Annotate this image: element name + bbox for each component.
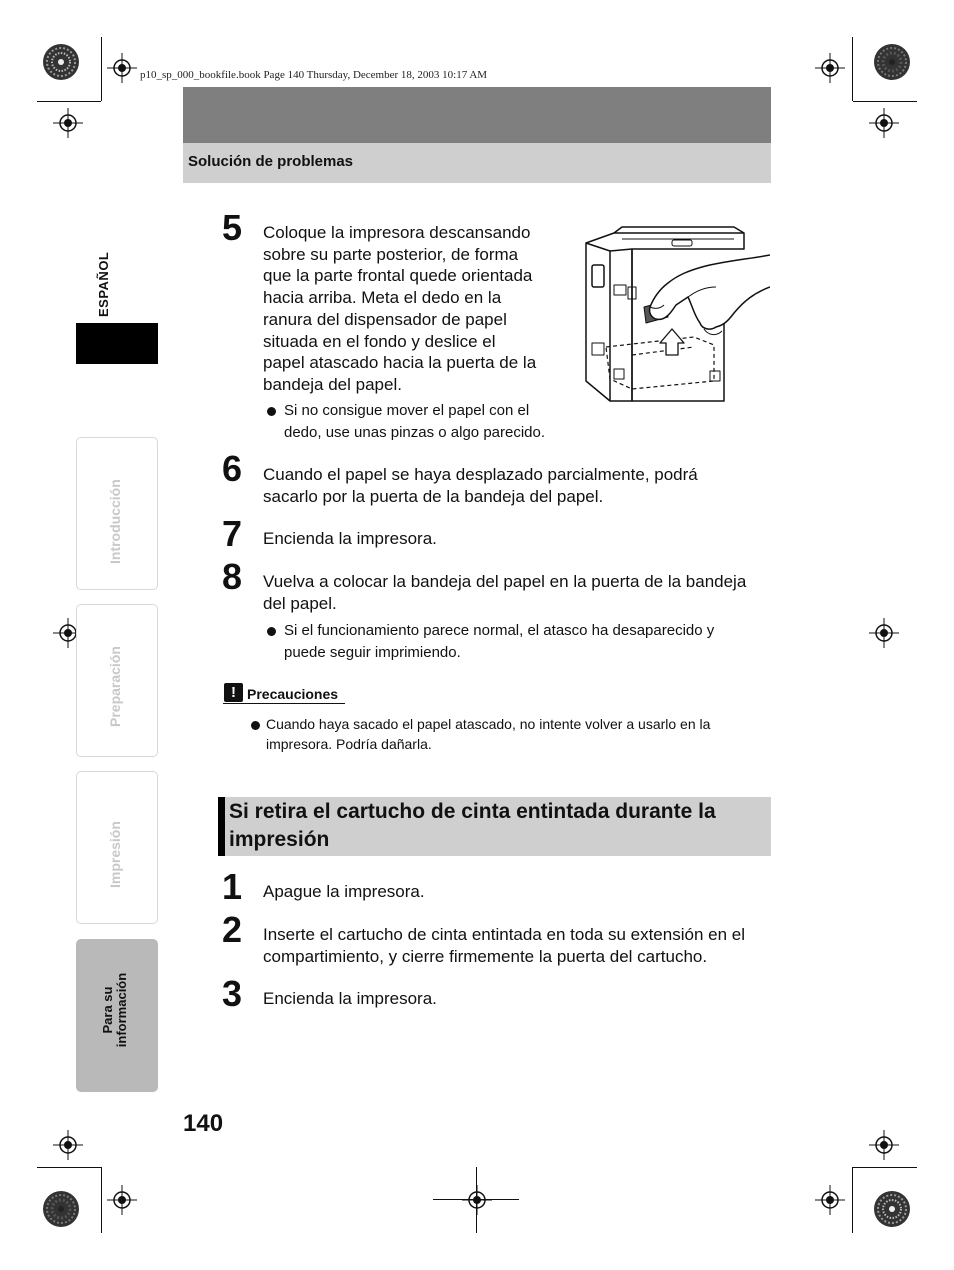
bullet-icon <box>267 407 276 416</box>
text-line: Coloque la impresora descansando <box>263 223 531 242</box>
caution-underline <box>223 703 345 704</box>
header-band <box>183 87 771 143</box>
registration-mark-icon <box>107 53 137 83</box>
side-tab-impresion[interactable] <box>76 771 158 924</box>
registration-mark-icon <box>107 1185 137 1215</box>
text-line: Inserte el cartucho de cinta entintada en toda su extensión en el <box>263 925 745 944</box>
bullet-text <box>284 400 584 443</box>
registration-mark-icon <box>869 618 899 648</box>
step-text <box>263 881 771 903</box>
color-bar-rosette-icon <box>42 1190 80 1228</box>
text-line: Si no consigue mover el papel con el <box>284 402 530 419</box>
text-line: Encienda la impresora. <box>263 989 437 1008</box>
text-line: dedo, use unas pinzas o algo parecido. <box>284 423 546 441</box>
text-line: Si retira el cartucho de cinta entintada durante la <box>229 800 716 823</box>
color-bar-rosette-icon <box>873 1190 911 1228</box>
color-bar-rosette-icon <box>873 43 911 81</box>
text-line: Si el funcionamiento parece normal, el atasco ha desaparecido y <box>284 622 715 639</box>
text-line: puede seguir imprimiendo. <box>284 643 461 661</box>
text-line: Cuando haya sacado el papel atascado, no intente volver a usarlo en la <box>266 716 711 732</box>
file-header: p10_sp_000_bookfile.book Page 140 Thursday, December 18, 2003 10:17 AM <box>140 69 488 81</box>
printer-paper-jam-illustration <box>584 225 770 405</box>
step-number: 5 <box>222 207 243 248</box>
text-line: Apague la impresora. <box>263 882 425 901</box>
text-line: compartimiento, y cierre firmemente la puerta del cartucho. <box>263 946 708 966</box>
side-tab-introduccion[interactable] <box>76 437 158 590</box>
bullet-text <box>284 620 774 663</box>
section-title: Solución de problemas <box>188 153 354 170</box>
side-tab-label: Preparación <box>107 646 123 727</box>
subsection-heading <box>229 798 769 854</box>
caution-icon: ! <box>224 683 243 702</box>
bullet-icon <box>251 721 260 730</box>
text-line: papel atascado hacia la puerta de la <box>263 353 537 373</box>
caution-text <box>266 715 771 754</box>
registration-mark-icon <box>815 1185 845 1215</box>
bullet-icon <box>267 627 276 636</box>
page-number: 140 <box>183 1110 224 1137</box>
text-line: sacarlo por la puerta de la bandeja del papel. <box>263 486 604 506</box>
step-number: 1 <box>222 866 243 907</box>
text-line: situada en el fondo y deslice el <box>263 331 496 351</box>
subsection-heading-bar <box>218 797 225 856</box>
side-tab-label: Impresión <box>107 821 123 888</box>
text-line: Vuelva a colocar la bandeja del papel en la puerta de la bandeja <box>263 572 747 591</box>
registration-mark-icon <box>869 108 899 138</box>
side-tab-label: Introducción <box>107 479 123 564</box>
step-text <box>263 464 771 507</box>
side-tab-label: Para su información <box>100 972 129 1048</box>
text-line: sobre su parte posterior, de forma <box>263 244 519 264</box>
text-line: impresión <box>229 828 330 851</box>
step-text <box>263 988 771 1010</box>
step-text <box>263 571 773 614</box>
language-tab-label: ESPAÑOL <box>96 251 111 317</box>
color-bar-rosette-icon <box>42 43 80 81</box>
side-tab-preparacion[interactable] <box>76 604 158 757</box>
language-tab-marker <box>76 323 158 364</box>
text-line: hacia arriba. Meta el dedo en la <box>263 288 502 308</box>
step-number: 2 <box>222 909 243 950</box>
step-text <box>263 222 583 396</box>
registration-mark-icon <box>53 108 83 138</box>
text-line: del papel. <box>263 593 337 613</box>
step-text <box>263 528 771 550</box>
registration-mark-icon <box>53 1130 83 1160</box>
text-line: Encienda la impresora. <box>263 529 437 548</box>
text-line: impresora. Podría dañarla. <box>266 735 432 752</box>
registration-mark-icon <box>815 53 845 83</box>
caution-label: Precauciones <box>247 686 339 702</box>
text-line: bandeja del papel. <box>263 374 402 394</box>
step-number: 8 <box>222 556 243 597</box>
step-number: 7 <box>222 513 243 554</box>
text-line: que la parte frontal quede orientada <box>263 266 533 286</box>
step-number: 3 <box>222 973 243 1014</box>
step-text <box>263 924 773 967</box>
side-tab-para-su-informacion[interactable] <box>76 939 158 1092</box>
text-line: Cuando el papel se haya desplazado parcialmente, podrá <box>263 465 698 484</box>
step-number: 6 <box>222 448 243 489</box>
registration-mark-icon <box>869 1130 899 1160</box>
text-line: ranura del dispensador de papel <box>263 309 507 329</box>
registration-mark-icon <box>462 1185 492 1215</box>
